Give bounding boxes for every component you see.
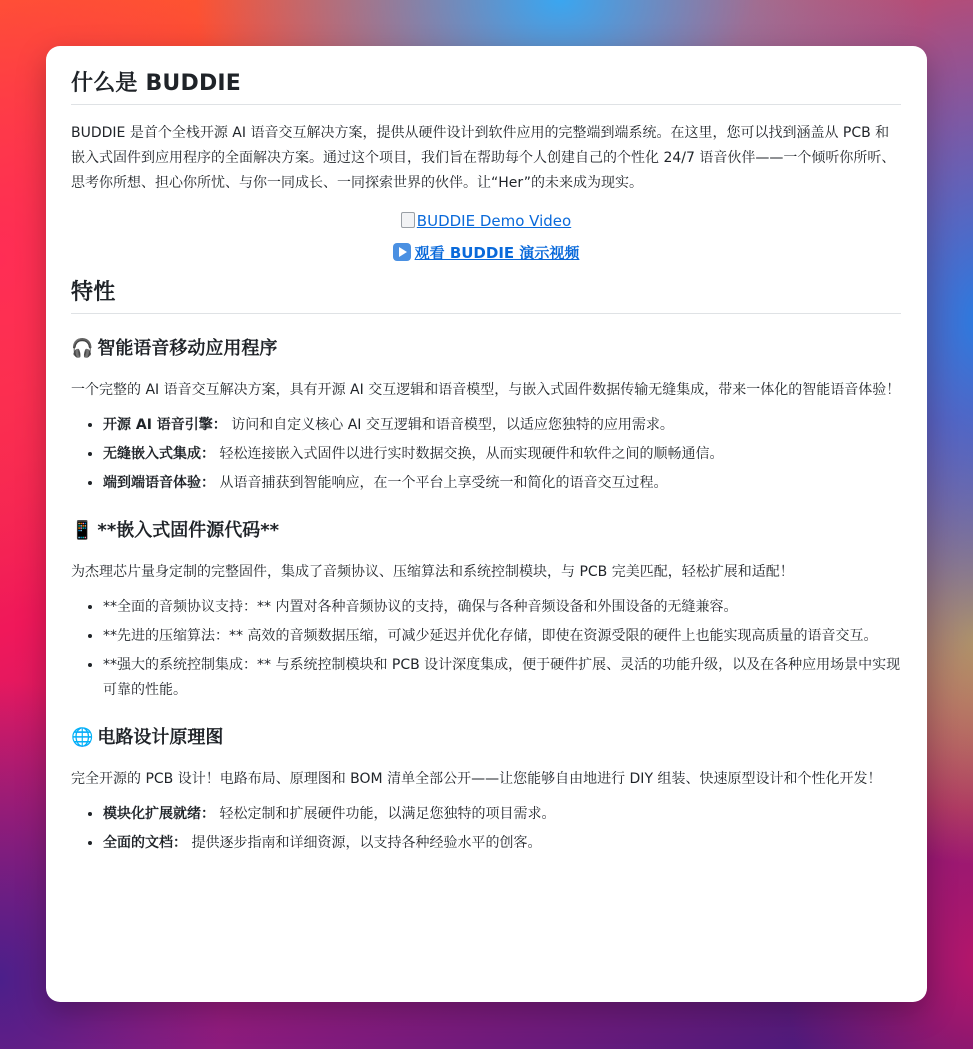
- list-item-text: **全面的音频协议支持：** 内置对各种音频协议的支持，确保与各种音频设备和外围设备的无缝兼容。: [103, 599, 738, 615]
- list-item-label: 开源 AI 语音引擎：: [103, 417, 227, 433]
- feature-heading-schematics: [71, 725, 901, 751]
- list-item-text: **先进的压缩算法：** 高效的音频数据压缩，可减少延迟并优化存储，即使在资源受限的硬件上也能实现高质量的语音交互。: [103, 628, 878, 644]
- feature-heading-text: 智能语音移动应用程序: [97, 338, 278, 359]
- demo-image-alt-text: BUDDIE Demo Video: [416, 212, 572, 230]
- mobile-phone-icon: 📱: [71, 520, 94, 541]
- list-item: [103, 831, 901, 856]
- list-item-text: 从语音捕获到智能响应，在一个平台上享受统一和简化的语音交互过程。: [215, 475, 668, 491]
- demo-video-image-link[interactable]: [401, 212, 571, 230]
- list-item-text: 轻松定制和扩展硬件功能，以满足您独特的项目需求。: [215, 806, 556, 822]
- watch-demo-video-label: 观看 BUDDIE 演示视频: [414, 244, 580, 262]
- watch-demo-video-link[interactable]: [393, 242, 580, 263]
- feature-list: [71, 802, 901, 856]
- demo-image-container: [71, 196, 901, 230]
- list-item: [103, 653, 901, 703]
- feature-description: 完全开源的 PCB 设计！电路布局、原理图和 BOM 清单全部公开——让您能够自由地进行 DIY 组装、快速原型设计和个性化开发！: [71, 771, 882, 787]
- headphone-icon: 🎧: [71, 338, 94, 359]
- list-item-label: 模块化扩展就绪：: [103, 806, 215, 822]
- feature-description: 一个完整的 AI 语音交互解决方案，具有开源 AI 交互逻辑和语音模型，与嵌入式固件数据传输无缝集成，带来一体化的智能语音体验！: [71, 382, 901, 398]
- list-item-text: **强大的系统控制集成：** 与系统控制模块和 PCB 设计深度集成，便于硬件扩展、灵活的功能升级，以及在各种应用场景中实现可靠的性能。: [103, 657, 901, 698]
- broken-image-icon: [401, 212, 415, 228]
- globe-icon: 🌐: [71, 727, 94, 748]
- readme-card: [46, 46, 927, 1002]
- feature-heading-text: **嵌入式固件源代码**: [97, 520, 280, 541]
- list-item-text: 提供逐步指南和详细资源，以支持各种经验水平的创客。: [187, 835, 542, 851]
- feature-list: [71, 595, 901, 703]
- list-item-label: 无缝嵌入式集成：: [103, 446, 215, 462]
- feature-heading-firmware: [71, 518, 901, 544]
- intro-paragraph: BUDDIE 是首个全栈开源 AI 语音交互解决方案，提供从硬件设计到软件应用的完整端到端系统。在这里，您可以找到涵盖从 PCB 和嵌入式固件到应用程序的全面解决方案。通过这个项目，我们旨在帮助每个人创建自己的个性化 24/7 语音伙伴——一个倾听你所听、思考你所想、担心你所忧、与你一同成长、一同探索世界的伙伴。让“Her”的未来成为现实。: [71, 125, 896, 191]
- list-item-text: 轻松连接嵌入式固件以进行实时数据交换，从而实现硬件和软件之间的顺畅通信。: [215, 446, 724, 462]
- section-title-what-is-buddie: 什么是 BUDDIE: [71, 66, 901, 105]
- list-item-label: 端到端语音体验：: [103, 475, 215, 491]
- feature-description: 为杰理芯片量身定制的完整固件，集成了音频协议、压缩算法和系统控制模块，与 PCB 完美匹配，轻松扩展和适配！: [71, 564, 794, 580]
- list-item: [103, 595, 901, 620]
- list-item: [103, 413, 901, 438]
- list-item: [103, 442, 901, 467]
- feature-heading-text: 电路设计原理图: [97, 727, 224, 748]
- list-item-text: 访问和自定义核心 AI 交互逻辑和语音模型，以适应您独特的应用需求。: [226, 417, 674, 433]
- feature-list: [71, 413, 901, 496]
- list-item: [103, 471, 901, 496]
- list-item-label: 全面的文档：: [103, 835, 187, 851]
- video-link-container: [71, 230, 901, 263]
- section-title-features: 特性: [71, 275, 901, 314]
- list-item: [103, 624, 901, 649]
- play-button-icon: [393, 243, 411, 261]
- feature-heading-voice-app: [71, 336, 901, 362]
- list-item: [103, 802, 901, 827]
